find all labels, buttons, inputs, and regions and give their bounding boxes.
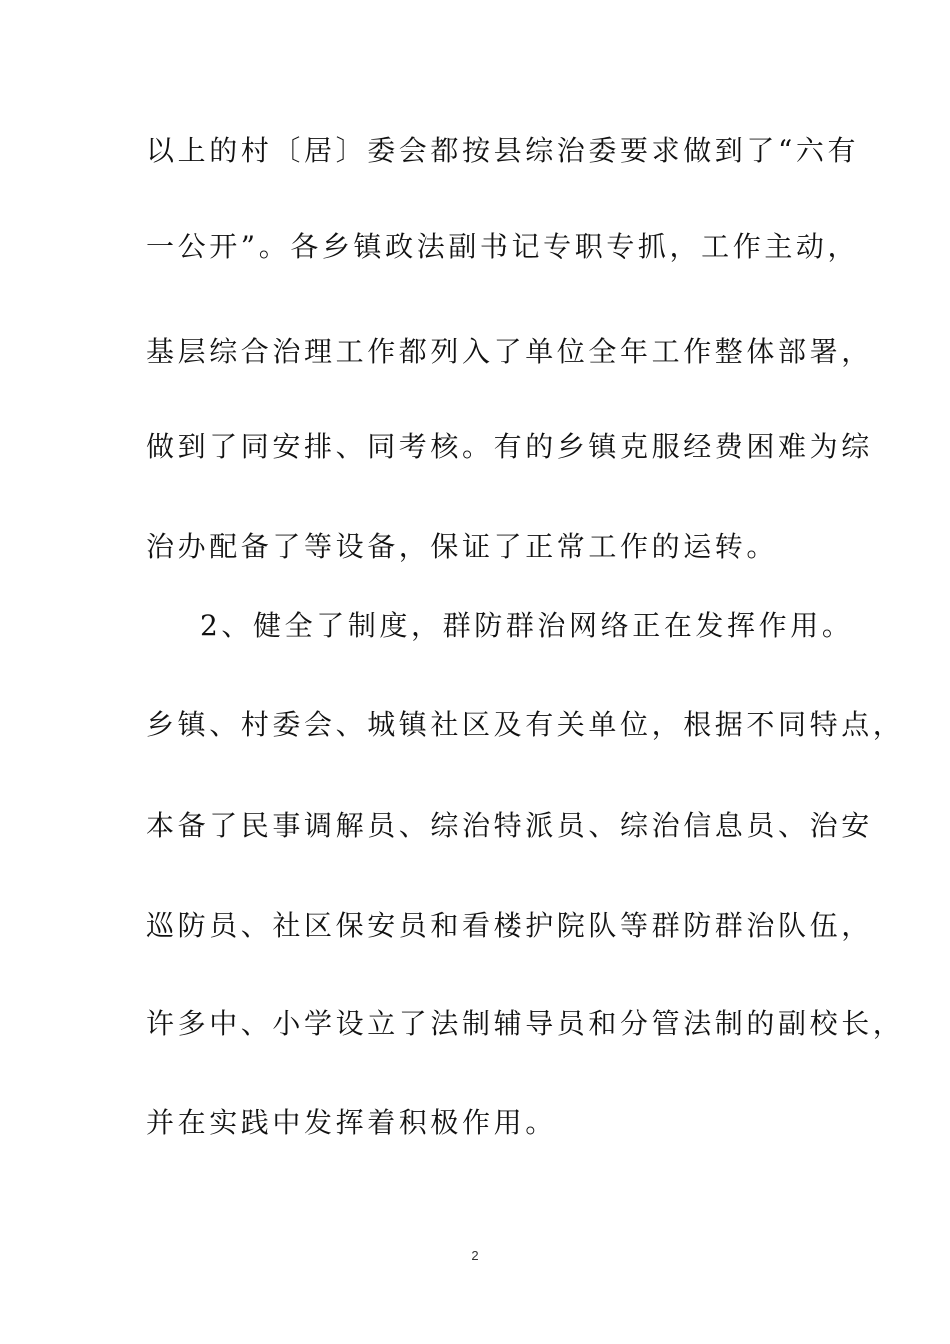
text-line-10: 许多中、小学设立了法制辅导员和分管法制的副校长， <box>146 1007 905 1040</box>
text-line-7: 乡镇、村委会、城镇社区及有关单位，根据不同特点， <box>146 708 905 741</box>
section-heading-2: 2、健全了制度，群防群治网络正在发挥作用。 <box>200 609 854 642</box>
text-line-9: 巡防员、社区保安员和看楼护院队等群防群治队伍， <box>146 909 873 942</box>
text-line-1: 以上的村〔居〕委会都按县综治委要求做到了“六有 <box>146 134 860 167</box>
text-line-11: 并在实践中发挥着积极作用。 <box>146 1106 557 1139</box>
text-line-3: 基层综合治理工作都列入了单位全年工作整体部署， <box>146 335 873 368</box>
text-line-8: 本备了民事调解员、综治特派员、综治信息员、治安 <box>146 809 873 842</box>
page-number: 2 <box>471 1248 479 1263</box>
text-line-5: 治办配备了等设备，保证了正常工作的运转。 <box>146 530 779 563</box>
text-line-2: 一公开”。各乡镇政法副书记专职专抓，工作主动， <box>146 230 860 263</box>
text-line-4: 做到了同安排、同考核。有的乡镇克服经费困难为综 <box>146 430 873 463</box>
